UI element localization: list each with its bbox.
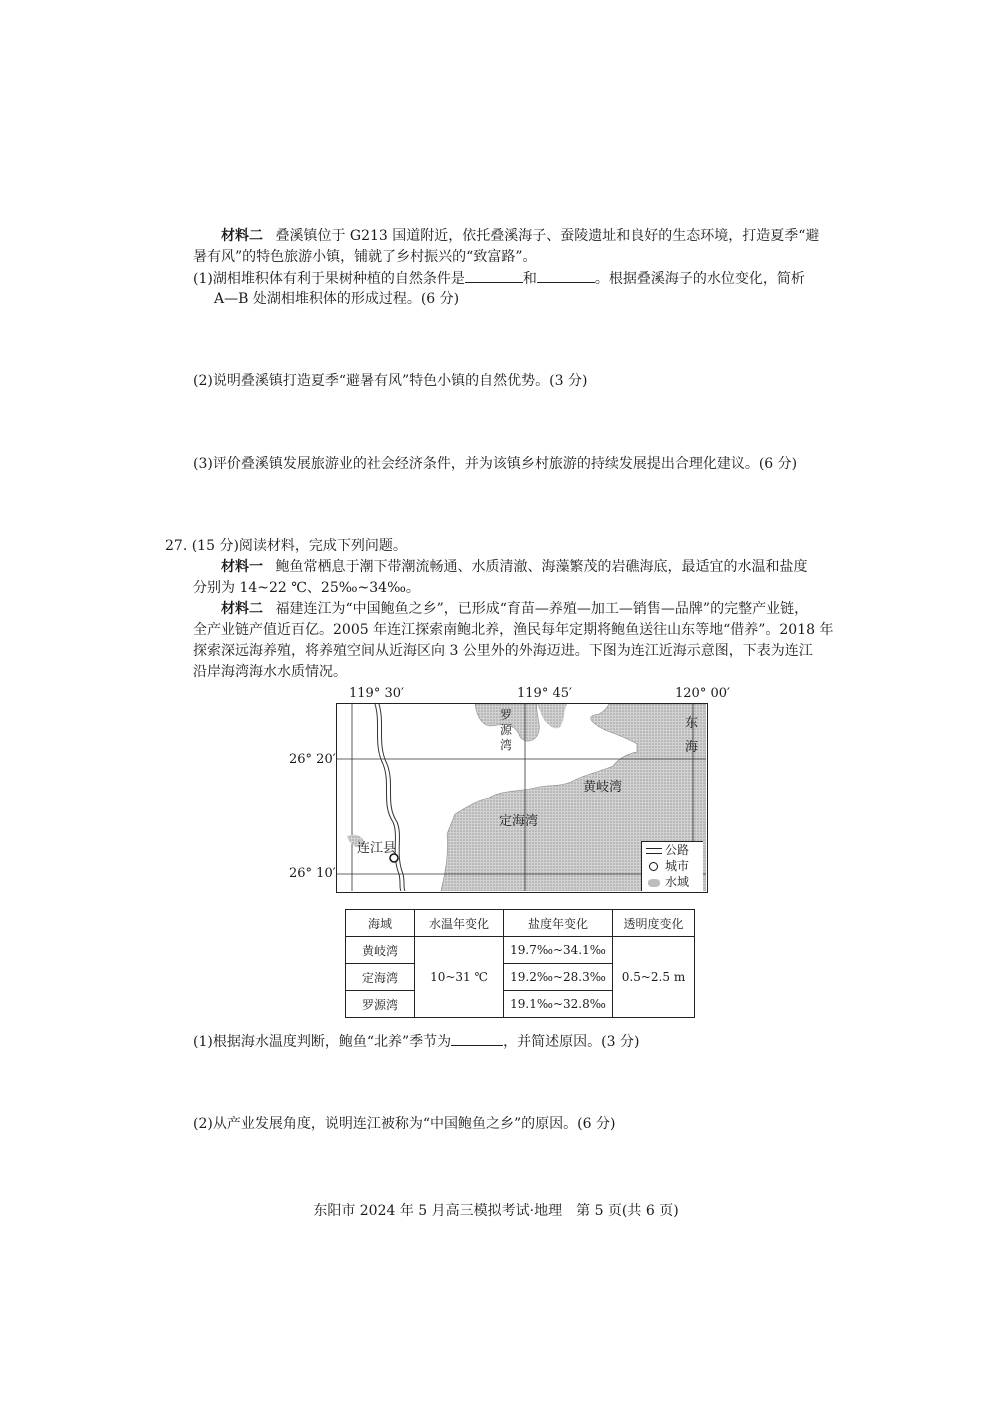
lat-label-26-10: 26° 10′ <box>289 866 336 881</box>
q27-material1-text1: 鲍鱼常栖息于潮下带潮流畅通、水质清澈、海藻繁茂的岩礁海底，最适宜的水温和盐度 <box>275 559 808 575</box>
legend-road <box>646 842 703 858</box>
cell-area: 黄岐湾 <box>346 937 415 964</box>
lianjiang-coast-map <box>336 703 708 893</box>
q27-material1-line1 <box>221 557 807 577</box>
lat-label-26-20: 26° 20′ <box>289 752 336 767</box>
cell-salinity: 19.1‰~32.8‰ <box>504 991 613 1018</box>
water-quality-table <box>345 909 695 1018</box>
q1-part-b: 和 <box>522 271 537 287</box>
header-transparency: 透明度变化 <box>613 910 695 937</box>
lon-label-119-30: 119° 30′ <box>349 686 404 701</box>
cell-salinity: 19.2‰~28.3‰ <box>504 964 613 991</box>
label-dinghai-bay: 定海湾 <box>499 814 539 829</box>
cell-transparency-shared: 0.5~2.5 m <box>613 937 695 1018</box>
luoyuan-char-3: 湾 <box>500 738 513 752</box>
q1-part-a: (1)湖相堆积体有利于果树种植的自然条件是 <box>193 271 465 287</box>
material2-line1 <box>221 226 819 246</box>
page-footer: 东阳市 2024 年 5 月高三模拟考试·地理 第 5 页(共 6 页) <box>313 1203 679 1219</box>
question-27-header: 27. (15 分)阅读材料，完成下列问题。 <box>165 538 407 554</box>
legend-city <box>646 858 703 874</box>
q27-1-part-a: (1)根据海水温度判断，鲍鱼“北养”季节为 <box>193 1034 452 1050</box>
question-27-2: (2)从产业发展角度，说明连江被称为“中国鲍鱼之乡”的原因。(6 分) <box>193 1116 616 1132</box>
question-27-1 <box>193 1031 639 1052</box>
material2-line2: 暑有风”的特色旅游小镇，铺就了乡村振兴的“致富路”。 <box>193 249 537 265</box>
q1-blank-2[interactable] <box>537 268 595 283</box>
inner-sea-notch <box>537 704 567 728</box>
q27-1-blank[interactable] <box>451 1031 503 1046</box>
material2-text1: 叠溪镇位于 G213 国道附近，依托叠溪海子、蚕陵遗址和良好的生态环境，打造夏季“避 <box>275 228 820 244</box>
donghai-char-1: 东 <box>685 716 699 731</box>
legend-road-label: 公路 <box>665 843 690 857</box>
q27-1-part-b: ，并简述原因。(3 分) <box>503 1034 640 1050</box>
q27-material2-line3: 探索深远海养殖，将养殖空间从近海区向 3 公里外的外海迈进。下图为连江近海示意图，下表为连江 <box>193 643 813 659</box>
cell-area: 定海湾 <box>346 964 415 991</box>
question-2: (2)说明叠溪镇打造夏季“避暑有风”特色小镇的自然优势。(3 分) <box>193 373 588 389</box>
legend-water-label: 水域 <box>665 875 690 889</box>
q1-blank-1[interactable] <box>465 268 523 283</box>
lon-label-120-00: 120° 00′ <box>675 686 730 701</box>
map-legend <box>641 841 703 891</box>
question-1-line2: A—B 处湖相堆积体的形成过程。(6 分) <box>214 291 460 307</box>
road-symbol-icon <box>646 848 662 854</box>
q27-material1-line2: 分别为 14~22 ℃、25‰~34‰。 <box>193 580 420 596</box>
legend-water <box>646 874 703 890</box>
material2-label: 材料二 <box>221 228 263 244</box>
label-east-sea <box>685 712 698 760</box>
q27-material1-label: 材料一 <box>221 559 263 575</box>
luoyuan-char-2: 源 <box>500 723 513 737</box>
table-row <box>346 937 695 964</box>
label-lianjiang-county: 连江县 <box>357 841 397 856</box>
q27-material2-label: 材料二 <box>221 601 263 617</box>
header-salinity: 盐度年变化 <box>504 910 613 937</box>
cell-temp-shared: 10~31 ℃ <box>415 937 504 1018</box>
legend-city-label: 城市 <box>665 859 690 873</box>
cell-salinity: 19.7‰~34.1‰ <box>504 937 613 964</box>
question-3: (3)评价叠溪镇发展旅游业的社会经济条件，并为该镇乡村旅游的持续发展提出合理化建议。(6 分) <box>193 456 798 472</box>
question-1-line1 <box>193 268 805 289</box>
header-area: 海域 <box>346 910 415 937</box>
road-line <box>375 704 401 891</box>
luoyuan-char-1: 罗 <box>500 708 513 722</box>
q27-material2-line4: 沿岸海湾海水水质情况。 <box>193 664 347 680</box>
label-luoyuan-bay <box>500 708 512 753</box>
q1-part-c: 。根据叠溪海子的水位变化，简析 <box>594 271 805 287</box>
q27-material2-text1: 福建连江为“中国鲍鱼之乡”，已形成“育苗—养殖—加工—销售—品牌”的完整产业链， <box>275 601 809 617</box>
lon-label-119-45: 119° 45′ <box>517 686 572 701</box>
donghai-char-2: 海 <box>685 740 699 755</box>
water-symbol-icon <box>648 879 660 887</box>
city-symbol-icon <box>649 862 658 871</box>
q27-material2-line1 <box>221 599 808 619</box>
label-huangqi-bay: 黄岐湾 <box>583 780 623 795</box>
table-header-row <box>346 910 695 937</box>
header-temp: 水温年变化 <box>415 910 504 937</box>
cell-area: 罗源湾 <box>346 991 415 1018</box>
q27-material2-line2: 全产业链产值近百亿。2005 年连江探索南鲍北养，渔民每年定期将鲍鱼送往山东等地“借养”。2018 年 <box>193 622 834 638</box>
